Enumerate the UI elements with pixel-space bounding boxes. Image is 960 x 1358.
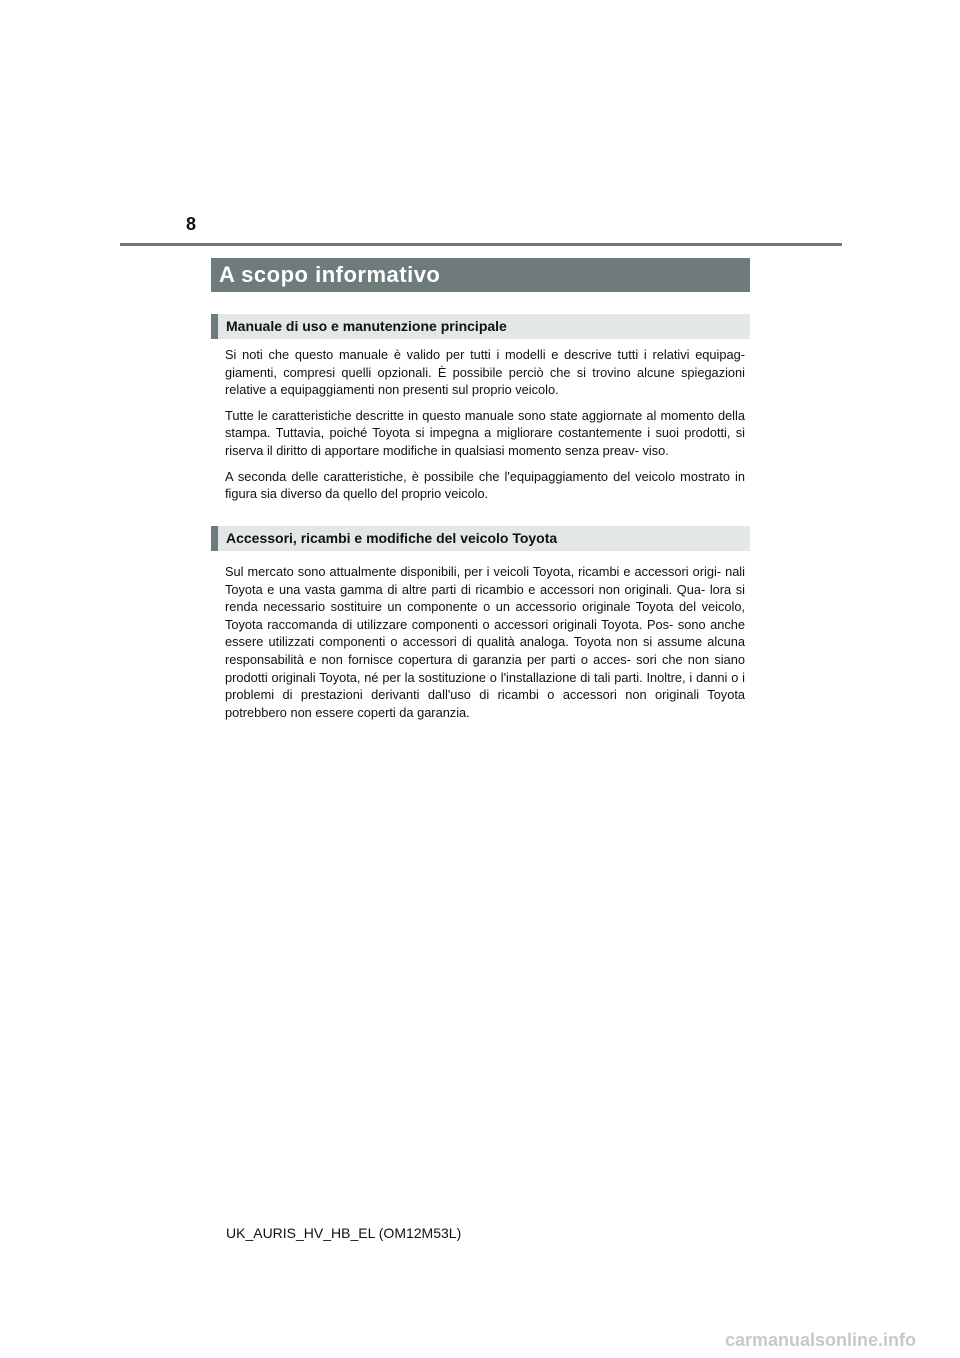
section-body-manuale: [225, 346, 745, 511]
header-rule: [120, 243, 842, 246]
section-heading: Manuale di uso e manutenzione principale: [226, 318, 507, 334]
paragraph: Tutte le caratteristiche descritte in questo manuale sono state aggiornate al momento della stampa. Tuttavia, poiché Toyota si impegna a migliorare costantemente i suoi prodotti, si riserva il diritto di apportare modifiche in qualsiasi momento senza preav- viso.: [225, 407, 745, 458]
section-header-accessori: [211, 526, 750, 551]
paragraph: A seconda delle caratteristiche, è possibile che l'equipaggiamento del veicolo mostrato in figura sia diverso da quello del proprio veicolo.: [225, 468, 745, 502]
section-header-manuale: [211, 314, 750, 339]
section-accent-bar: [211, 526, 218, 551]
watermark: carmanualsonline.info: [725, 1330, 917, 1350]
section-heading: Accessori, ricambi e modifiche del veicolo Toyota: [226, 530, 558, 546]
footer-document-code: UK_AURIS_HV_HB_EL (OM12M53L): [226, 1225, 462, 1241]
paragraph: Sul mercato sono attualmente disponibili, per i veicoli Toyota, ricambi e accessori origi- nali Toyota e una vasta gamma di altre parti di ricambio e accessori non originali. Qua- lora si renda necessario sostituire un componente o un accessorio originale Toyota del veicolo, Toyota raccomanda di utilizzare componenti o accessori originali Toyota. Pos- sono anche essere utilizzati componenti o accessori di qualità analoga. Toyota non si assume alcuna responsabilità e non fornisce copertura di garanzia per parti o acces- sori che non siano prodotti originali Toyota, né per la sostituzione o l'installazione di tali parti. Inoltre, i danni o i problemi di prestazioni derivanti dall'uso di ricambi o accessori non originali Toyota potrebbero non essere coperti da garanzia.: [225, 564, 745, 720]
page-number: 8: [186, 214, 197, 234]
section-body-accessori: [225, 563, 745, 729]
paragraph: Si noti che questo manuale è valido per tutti i modelli e descrive tutti i relativi equipag- giamenti, compresi quelli opzionali. È possibile perciò che si trovino alcune spiegazioni relative a equipaggiamenti non presenti sul proprio veicolo.: [225, 347, 745, 398]
section-accent-bar: [211, 314, 218, 339]
page-title: A scopo informativo: [211, 258, 750, 292]
